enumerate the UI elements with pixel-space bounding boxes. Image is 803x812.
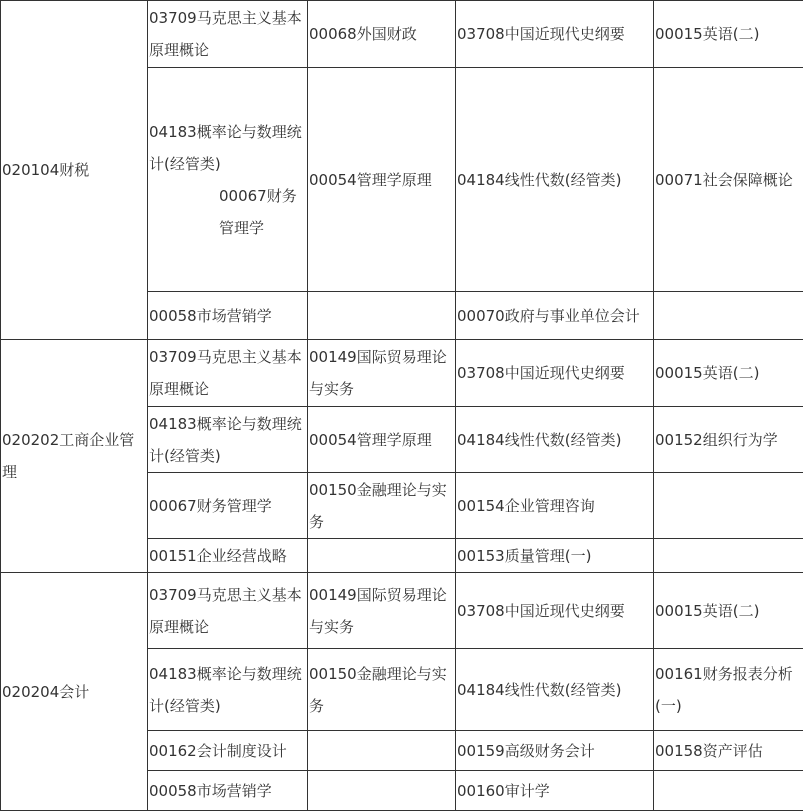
course-cell: 04183概率论与数理统计(经管类) [148,407,308,473]
course-cell: 00058市场营销学 [148,771,308,811]
course-cell: 03708中国近现代史纲要 [456,1,654,68]
course-cell: 00159高级财务会计 [456,731,654,771]
course-cell: 03708中国近现代史纲要 [456,340,654,407]
course-cell: 00149国际贸易理论与实务 [308,340,456,407]
course-cell [308,771,456,811]
course-cell: 03709马克思主义基本原理概论 [148,573,308,649]
major-name-cell: 020104财税 [1,1,148,340]
course-cell [308,539,456,573]
course-cell [654,771,803,811]
course-cell: 00068外国财政 [308,1,456,68]
table-row [1,340,803,407]
course-cell: 00054管理学原理 [308,68,456,292]
course-cell: 00153质量管理(一) [456,539,654,573]
course-cell [308,292,456,340]
course-cell: 03709马克思主义基本原理概论 [148,340,308,407]
course-cell: 00151企业经营战略 [148,539,308,573]
course-cell: 00070政府与事业单位会计 [456,292,654,340]
course-cell: 04184线性代数(经管类) [456,407,654,473]
course-cell [308,731,456,771]
course-cell: 00071社会保障概论 [654,68,803,292]
course-cell: 04183概率论与数理统计(经管类) 00067财务管理学 [148,68,308,292]
table-row [1,573,803,649]
course-cell: 00015英语(二) [654,1,803,68]
major-name-cell: 020202工商企业管理 [1,340,148,573]
course-cell: 00149国际贸易理论与实务 [308,573,456,649]
course-cell: 03708中国近现代史纲要 [456,573,654,649]
course-cell [654,539,803,573]
course-cell: 00154企业管理咨询 [456,473,654,539]
major-name-cell: 020204会计 [1,573,148,811]
course-cell: 00054管理学原理 [308,407,456,473]
course-cell: 00160审计学 [456,771,654,811]
course-cell: 03709马克思主义基本原理概论 [148,1,308,68]
course-cell: 04183概率论与数理统计(经管类) [148,649,308,731]
course-cell: 04184线性代数(经管类) [456,649,654,731]
course-cell: 00058市场营销学 [148,292,308,340]
course-cell: 00161财务报表分析(一) [654,649,803,731]
course-cell: 00067财务管理学 [148,473,308,539]
course-cell [654,473,803,539]
course-cell: 00150金融理论与实务 [308,473,456,539]
course-cell: 00152组织行为学 [654,407,803,473]
course-cell: 00150金融理论与实务 [308,649,456,731]
course-cell: 00015英语(二) [654,340,803,407]
course-cell: 00158资产评估 [654,731,803,771]
table-row [1,1,803,68]
course-cell [654,292,803,340]
course-cell: 00015英语(二) [654,573,803,649]
course-cell: 04184线性代数(经管类) [456,68,654,292]
course-cell: 00162会计制度设计 [148,731,308,771]
